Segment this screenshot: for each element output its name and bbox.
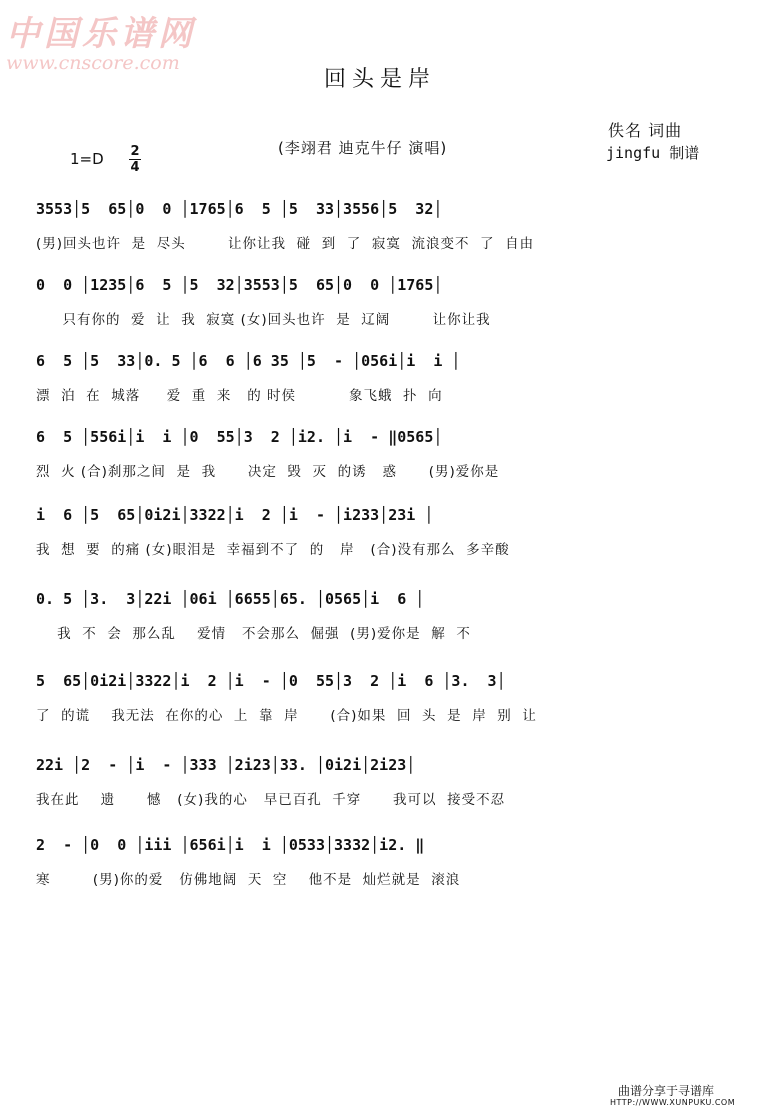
score-system-2 [0, 276, 760, 340]
song-title: 回头是岸 [323, 67, 436, 92]
notation-line: 0. 5 │3. 3│22i │06i │6655│65. │0565│i 6 │ [36, 590, 425, 608]
time-signature [128, 144, 142, 175]
notation-line: 3553│5 65│0 0 │1765│6 5 │5 33│3556│5 32│ [36, 200, 443, 218]
footer-credit [600, 1080, 760, 1110]
lyrics-line: 我 不 会 那么乱 爱情 不会那么 倔强 (男)爱你是 解 不 [36, 626, 471, 642]
credit-editor: jingfu 制谱 [606, 144, 700, 162]
credit-composer: 佚名 词曲 [608, 121, 683, 140]
lyrics-line: 烈 火 (合)刹那之间 是 我 决定 毁 灭 的诱 惑 (男)爱你是 [36, 464, 500, 480]
score-system-3 [0, 352, 760, 416]
score-system-1 [0, 200, 760, 264]
lyrics-line: 只有你的 爱 让 我 寂寞 (女)回头也许 是 辽阔 让你让我 [36, 312, 491, 328]
lyrics-line: 漂 泊 在 城落 爱 重 来 的 时侯 象飞蛾 扑 向 [36, 388, 443, 404]
notation-line: 6 5 │5 33│0. 5 │6 6 │6 35 │5 - │056i│i i │ [36, 352, 461, 370]
watermark-site-url: www.cnscore.com [6, 52, 180, 74]
score-system-7 [0, 672, 760, 736]
score-system-9 [0, 836, 760, 900]
lyrics-line: 我在此 遗 憾 (女)我的心 早已百孔 千穿 我可以 接受不忍 [36, 792, 506, 808]
lyrics-line: 我 想 要 的痛 (女)眼泪是 幸福到不了 的 岸 (合)没有那么 多辛酸 [36, 542, 510, 558]
time-signature-top: 2 [130, 144, 140, 159]
score-system-4 [0, 428, 760, 492]
lyrics-line: 寒 (男)你的爱 仿佛地阔 天 空 他不是 灿烂就是 滚浪 [36, 872, 461, 888]
lyrics-line: (男)回头也许 是 尽头 让你让我 碰 到 了 寂寞 流浪变不 了 自由 [36, 236, 535, 252]
notation-line: 6 5 │556i│i i │0 55│3 2 │i2. │i - ‖0565│ [36, 428, 443, 446]
lyrics-line: 了 的谎 我无法 在你的心 上 靠 岸 (合)如果 回 头 是 岸 别 让 [36, 708, 537, 724]
notation-line: 22i │2 - │i - │333 │2i23│33. │0i2i│2i23│ [36, 756, 416, 774]
notation-line: 2 - │0 0 │iii │656i│i i │0533│3332│i2. ‖ [36, 836, 425, 854]
singers-credit: (李翊君 迪克牛仔 演唱) [278, 139, 448, 157]
notation-line: 5 65│0i2i│3322│i 2 │i - │0 55│3 2 │i 6 │3. 3│ [36, 672, 506, 690]
footer-share-url[interactable]: HTTP://WWW.XUNPUKU.COM [610, 1098, 736, 1107]
score-system-5 [0, 506, 760, 570]
score-system-6 [0, 590, 760, 654]
notation-line: i 6 │5 65│0i2i│3322│i 2 │i - │i233│23i │ [36, 506, 434, 524]
key-signature: 1=D [70, 150, 104, 168]
notation-line: 0 0 │1235│6 5 │5 32│3553│5 65│0 0 │1765│ [36, 276, 443, 294]
watermark-site-name: 中国乐谱网 [6, 14, 196, 54]
footer-share-text: 曲谱分享于寻谱库 [618, 1084, 715, 1098]
score-system-8 [0, 756, 760, 820]
time-signature-bottom: 4 [130, 160, 140, 175]
